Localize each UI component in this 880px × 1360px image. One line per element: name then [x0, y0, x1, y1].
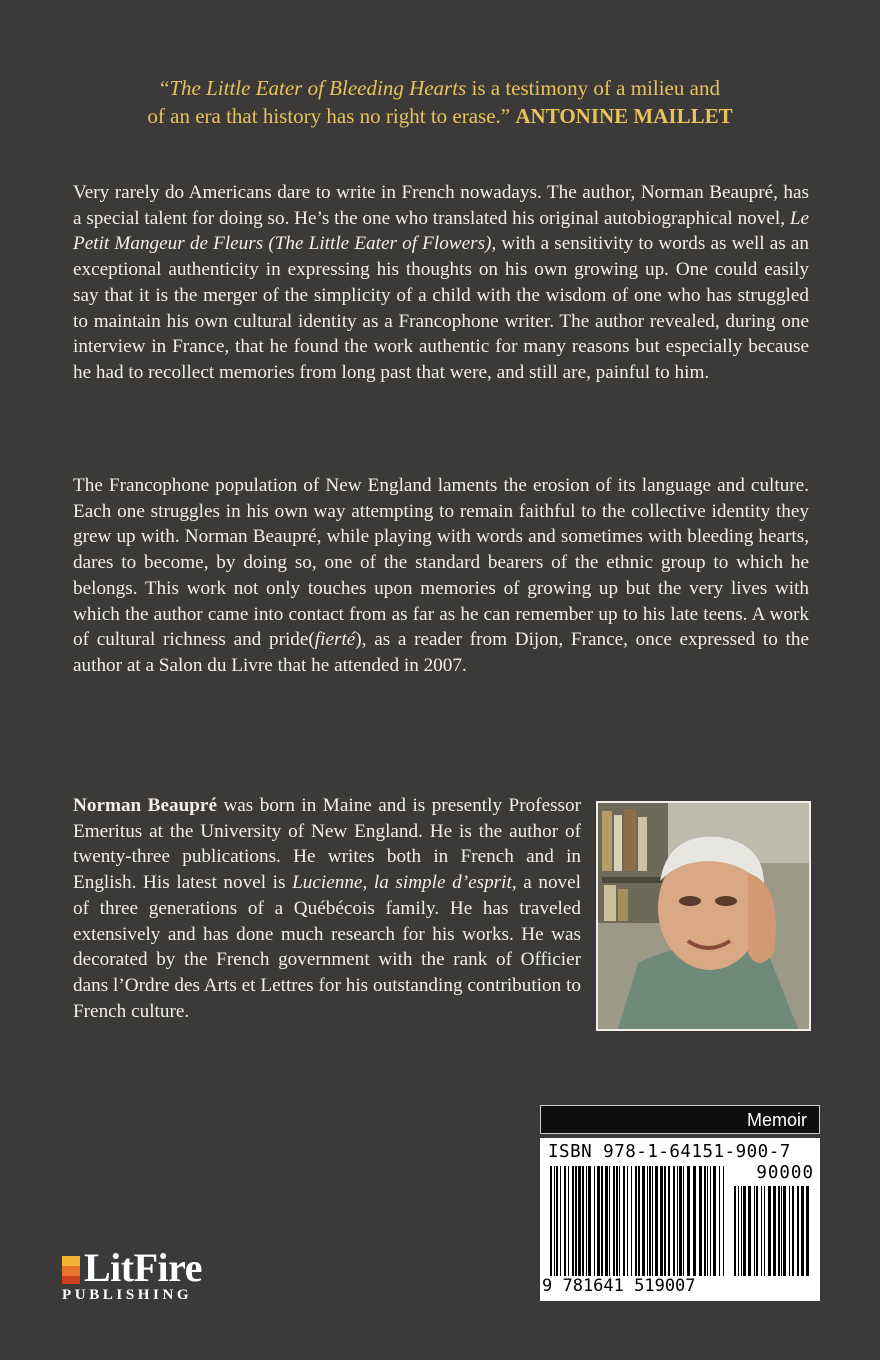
- quote-open-mark: “: [160, 76, 170, 100]
- barcode-bar: [655, 1166, 658, 1278]
- barcode-bar: [564, 1166, 566, 1278]
- barcode-bar: [693, 1166, 696, 1278]
- author-bio: [73, 793, 581, 1024]
- barcode-bar: [554, 1166, 555, 1278]
- barcode-bar: [756, 1186, 758, 1278]
- barcode-bar: [673, 1166, 675, 1278]
- barcode-bar: [642, 1166, 645, 1278]
- barcode-bar: [699, 1166, 702, 1278]
- barcode-bar: [734, 1186, 736, 1278]
- barcode-bar: [582, 1166, 584, 1278]
- barcode-bar: [588, 1166, 591, 1278]
- barcode-bar: [704, 1166, 706, 1278]
- barcode-bar: [594, 1166, 595, 1278]
- barcode-bar: [550, 1166, 552, 1278]
- publisher-name: LitFire: [84, 1245, 202, 1290]
- p1-book-title: Le Petit Mangeur de Fleurs (The Little Eater of Flowers): [73, 207, 809, 255]
- barcode-bar: [572, 1166, 574, 1278]
- p1-text-a: Very rarely do Americans dare to write in French nowadays. The author, Norman Beaupré, has a special talent for doing so. He’s the one who translated his original autobiographical novel,: [73, 182, 809, 229]
- barcode-bar: [806, 1186, 809, 1278]
- quote-text-line1: is a testimony of a milieu and: [466, 76, 720, 100]
- barcode-bar: [597, 1166, 600, 1278]
- barcode-bar: [773, 1186, 776, 1278]
- main-barcode-bars: [550, 1166, 726, 1278]
- barcode-bar: [627, 1166, 628, 1278]
- barcode-bar: [649, 1166, 651, 1278]
- flame-book-icon: [60, 1252, 84, 1286]
- barcode-bar: [713, 1166, 716, 1278]
- isbn-barcode: [540, 1138, 820, 1301]
- barcode-bar: [778, 1186, 780, 1278]
- p2-text-b: ), as a reader from Dijon, France, once expressed to the author at a Salon du Livre that he attended in 2007.: [73, 629, 809, 676]
- barcode-bar: [719, 1166, 720, 1278]
- quote-text-line2: of an era that history has no right to erase.”: [147, 104, 511, 128]
- barcode-bar: [609, 1166, 610, 1278]
- p2-text-a: The Francophone population of New England laments the erosion of its language and culture. Each one struggles in his own way attempting to remain faithful to the collective identity they grew up with. Norman Beaupré, while playing with words and sometimes with bleeding hearts, dares to become, by doing so, one of the standard bearers of the ethnic group to which he belongs. This work not only touches upon memories of growing up but the very lives with which the author came into contact from as far as he can remember up to his late teens. A work of cultural richness and pride(: [73, 475, 809, 651]
- barcode-bar: [738, 1186, 739, 1278]
- barcode-bar: [652, 1166, 653, 1278]
- bio-text-a: was born in Maine and is presently Professor Emeritus at the University of New England. He is the author of twenty-three publications. He writes both in French and in English. His latest novel is: [73, 795, 581, 894]
- barcode-bar: [586, 1166, 587, 1278]
- barcode-bar: [761, 1186, 762, 1278]
- description-paragraph-1: [73, 180, 809, 386]
- barcode-bar: [668, 1166, 670, 1278]
- barcode-bar: [679, 1166, 682, 1278]
- author-photo: [596, 801, 811, 1031]
- barcode-bar: [613, 1166, 615, 1278]
- barcode-bar: [619, 1166, 620, 1278]
- barcode-bar: [568, 1166, 569, 1278]
- barcode-bar: [664, 1166, 666, 1278]
- barcode-bar: [687, 1166, 690, 1278]
- description-paragraph-2: [73, 473, 809, 679]
- barcode-bar: [578, 1166, 581, 1278]
- barcode-bar: [801, 1186, 804, 1278]
- quote-attribution: ANTONINE MAILLET: [515, 104, 733, 128]
- barcode-bar: [792, 1186, 794, 1278]
- bio-text-b: , a novel of three generations of a Québécois family. He has traveled extensively and has done much research for his works. He was decorated by the French government with the rank of Officier dans l’Ordre des Arts et Lettres for his outstanding contribution to French culture.: [73, 872, 581, 1022]
- barcode-bar: [635, 1166, 637, 1278]
- addon-barcode-bars: [734, 1186, 810, 1278]
- publisher-logo: [60, 1245, 230, 1308]
- barcode-bar: [748, 1186, 751, 1278]
- barcode-bar: [638, 1166, 640, 1278]
- barcode-bar: [741, 1186, 742, 1278]
- barcode-bar: [605, 1166, 608, 1278]
- barcode-bar: [710, 1166, 711, 1278]
- ean-digits: 9 781641 519007: [542, 1276, 818, 1296]
- p1-text-b: , with a sensitivity to words as well as an exceptional authenticity in expressing his thoughts on his own growing up. One could easily say that it is the merger of the simplicity of a child with the wisdom of one who has struggled to maintain his own cultural identity as a Francophone writer. The author revealed, during one interview in France, that he found the work authentic for many reasons but especially because he had to recollect memories from long past that were, and still are, painful to him.: [73, 233, 810, 383]
- publisher-sub: PUBLISHING: [62, 1287, 193, 1303]
- barcode-bar: [560, 1166, 561, 1278]
- barcode-bar: [781, 1186, 782, 1278]
- barcode-bar: [723, 1166, 724, 1278]
- isbn-text: ISBN 978-1-64151-900-7: [548, 1142, 791, 1162]
- quote-book-title: The Little Eater of Bleeding Hearts: [169, 76, 467, 100]
- barcode-bar: [783, 1186, 786, 1278]
- barcode-bar: [660, 1166, 663, 1278]
- endorsement-quote: [60, 74, 820, 130]
- barcode-bar: [683, 1166, 684, 1278]
- author-name: Norman Beaupré: [73, 795, 217, 816]
- p2-italic-word: fierté: [314, 629, 356, 651]
- barcode-bar: [601, 1166, 603, 1278]
- bio-book-title: Lucienne, la simple d’esprit: [292, 872, 512, 894]
- barcode-bar: [768, 1186, 771, 1278]
- barcode-bar: [631, 1166, 632, 1278]
- barcode-bar: [764, 1186, 765, 1278]
- barcode-bar: [707, 1166, 708, 1278]
- barcode-bar: [616, 1166, 618, 1278]
- genre-label: Memoir: [540, 1105, 820, 1134]
- barcode-bar: [623, 1166, 625, 1278]
- barcode-bar: [789, 1186, 790, 1278]
- barcode-bar: [677, 1166, 678, 1278]
- barcode-bar: [575, 1166, 577, 1278]
- price-code: 90000: [756, 1163, 814, 1183]
- barcode-bar: [754, 1186, 755, 1278]
- barcode-bar: [647, 1166, 648, 1278]
- barcode-bar: [556, 1166, 558, 1278]
- barcode-bar: [743, 1186, 746, 1278]
- barcode-bar: [797, 1186, 799, 1278]
